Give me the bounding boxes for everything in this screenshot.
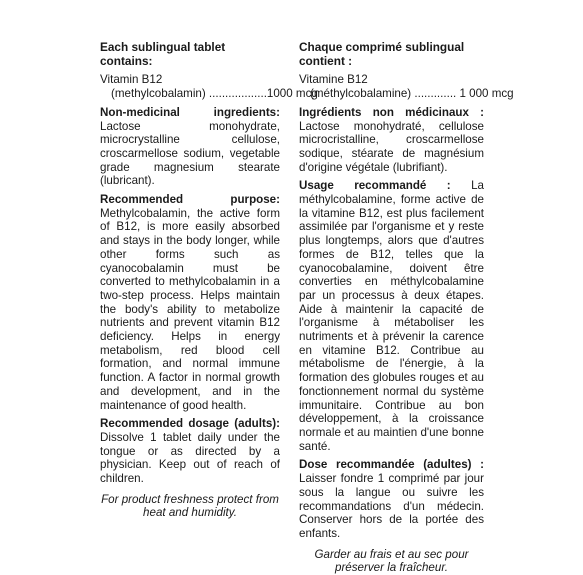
english-dosage: [100, 417, 280, 486]
english-purpose-text: Methylcobalamin, the active form of B12, is more easily absorbed and stays in the body longer, while other forms such as cyanocobalamin must be converted to methylcobalamin in a two-step process. Helps maintain the body's ability to metabolize nutrients and prevent vitamin B12 deficiency. Helps in energy metabolism, red blood cell formation, and normal immune function. A factor in normal growth and development, and in the maintenance of good health.: [100, 206, 280, 412]
english-storage-note: For product freshness protect from heat and humidity.: [101, 492, 279, 520]
french-non-medicinal-text: Lactose monohydraté, cellulose microcristalline, croscarmellose sodique, stéarate de magnésium d'origine végétale (lubrifiant).: [299, 119, 484, 174]
english-purpose-label: Recommended purpose:: [100, 193, 280, 207]
english-purpose: [100, 193, 280, 412]
english-non-medicinal-text: Lactose monohydrate, microcrystalline cellulose, croscarmellose sodium, vegetable grade magnesium stearate (lubricant).: [100, 119, 280, 188]
english-non-medicinal: [100, 106, 280, 188]
french-non-medicinal: [299, 106, 484, 175]
english-ingredient-name: Vitamin B12: [100, 73, 163, 87]
french-heading: Chaque comprimé sublingual contient :: [299, 40, 465, 68]
english-dosage-label: Recommended dosage (adults):: [100, 417, 280, 431]
french-dosage-text: Laisser fondre 1 comprimé par jour sous la langue ou suivre les recommandations d'un médecin. Conserver hors de la portée des enfants.: [299, 472, 484, 540]
french-dosage-label: Dose recommandée (adultes) :: [299, 458, 484, 472]
french-non-medicinal-label: Ingrédients non médicinaux :: [299, 105, 484, 119]
french-storage-note: Garder au frais et au sec pour préserver la fraîcheur.: [314, 547, 469, 575]
english-dosage-text: Dissolve 1 tablet daily under the tongue or as directed by a physician. Keep out of reach of children.: [100, 430, 280, 486]
french-dosage: [299, 458, 484, 540]
french-ingredient-form: (méthylcobalamine) ............. 1 000 mcg: [310, 87, 514, 101]
french-column: [299, 40, 514, 575]
french-purpose: [299, 179, 484, 453]
english-ingredient-form: (methylcobalamin) ..................1000 mcg: [111, 87, 318, 101]
english-non-medicinal-label: Non-medicinal ingredients:: [100, 105, 280, 119]
french-purpose-label: Usage recommandé :: [299, 179, 451, 193]
french-ingredient-name: Vitamine B12: [299, 73, 368, 87]
english-heading: Each sublingual tablet contains:: [100, 40, 226, 68]
french-purpose-text: La méthylcobalamine, forme active de la vitamine B12, est plus facilement assimilée par l'organisme et y reste plus longtemps, alors que d'autres formes de B12, telles que la cyanocobalamine, doivent être converties en méthylcobalamine par un processus à deux étapes. Aide à maintenir la capacité de l'organisme à métaboliser les nutriments et à prévenir la carence en vitamine B12. Contribue au métabolisme de l'énergie, à la formation des globules rouges et au fonctionnement normal du système immunitaire. Contribue au bon développement, à la croissance normale et au maintien d'une bonne santé.: [299, 179, 484, 453]
english-column: [100, 40, 318, 520]
